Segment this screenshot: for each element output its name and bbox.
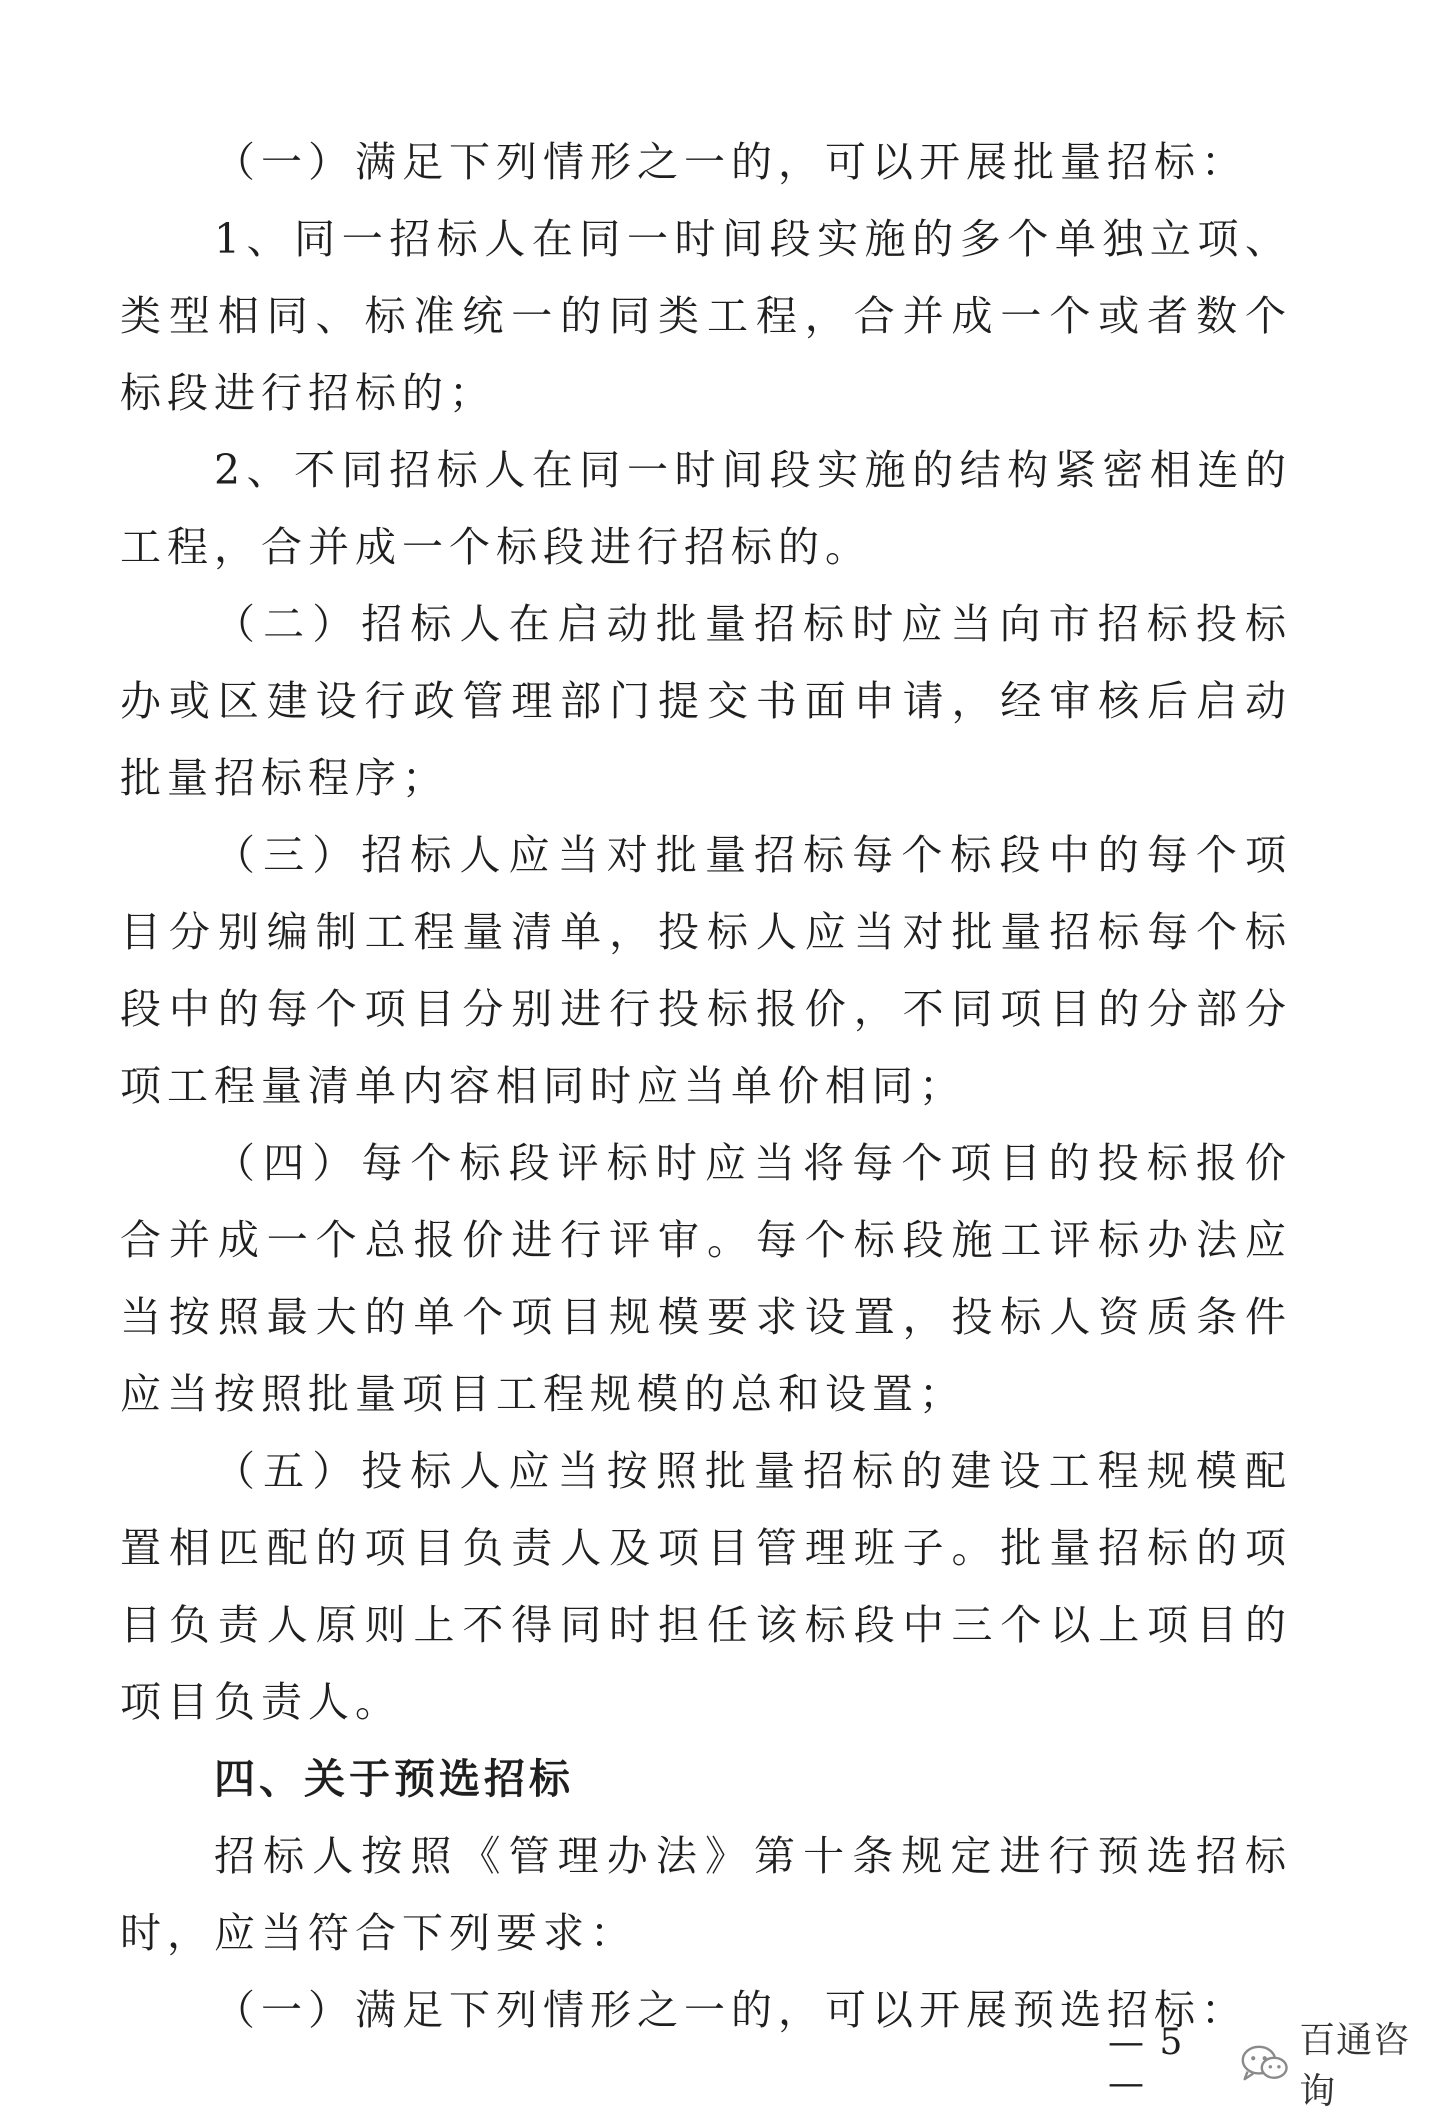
- paragraph-preselection-conditions: （一）满足下列情形之一的，可以开展预选招标：: [214, 1986, 1248, 2034]
- section-heading-preselection: 四、关于预选招标: [214, 1755, 574, 1803]
- paragraph-batch-item-2: 2、不同招标人在同一时间段实施的结构紧密相连的工程，合并成一个标段进行招标的。: [120, 446, 1292, 571]
- watermark-text: 百通咨询: [1299, 2020, 1411, 2112]
- paragraph-batch-evaluation: （四）每个标段评标时应当将每个项目的投标报价合并成一个总报价进行评审。每个标段施工评标办法应当按照最大的单个项目规模要求设置，投标人资质条件应当按照批量项目工程规模的总和设置；: [120, 1139, 1292, 1418]
- watermark: [1238, 2012, 1440, 2114]
- paragraph-preselection-intro: 招标人按照《管理办法》第十条规定进行预选招标时，应当符合下列要求：: [120, 1832, 1292, 1957]
- paragraph-batch-application: （二）招标人在启动批量招标时应当向市招标投标办或区建设行政管理部门提交书面申请，经审核后启动批量招标程序；: [120, 600, 1292, 802]
- wechat-icon: [1238, 2041, 1291, 2085]
- paragraph-batch-conditions: （一）满足下列情形之一的，可以开展批量招标：: [214, 138, 1248, 186]
- page-number: — 5 —: [1108, 2022, 1185, 2104]
- paragraph-batch-bill-of-quantities: （三）招标人应当对批量招标每个标段中的每个项目分别编制工程量清单，投标人应当对批量招标每个标段中的每个项目分别进行投标报价，不同项目的分部分项工程量清单内容相同时应当单价相同；: [120, 831, 1292, 1110]
- paragraph-batch-item-1: 1、同一招标人在同一时间段实施的多个单独立项、类型相同、标准统一的同类工程，合并成一个或者数个标段进行招标的；: [120, 215, 1292, 417]
- document-body: [120, 124, 1292, 2049]
- page-footer: [1108, 2020, 1440, 2112]
- paragraph-batch-project-manager: （五）投标人应当按照批量招标的建设工程规模配置相匹配的项目负责人及项目管理班子。批量招标的项目负责人原则上不得同时担任该标段中三个以上项目的项目负责人。: [120, 1447, 1292, 1726]
